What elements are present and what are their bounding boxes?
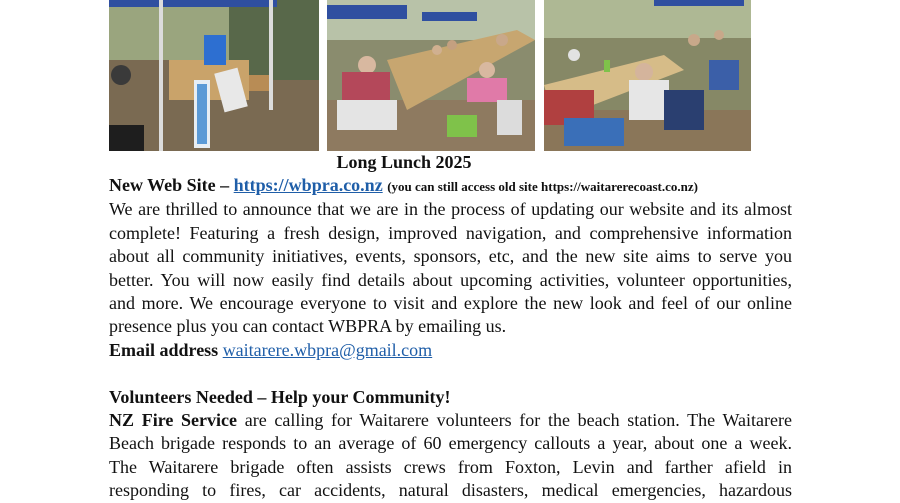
photo-caption: Long Lunch 2025 xyxy=(336,152,472,172)
photo-seated-diners xyxy=(544,0,751,151)
website-link[interactable]: https://wbpra.co.nz xyxy=(233,175,383,195)
website-text-line: complete! Featuring a fresh design, improved navigation, and comprehensive information xyxy=(109,222,792,243)
website-text-line: and more. We encourage everyone to visit and explore the new look and feel of our online xyxy=(109,293,792,314)
fire-service-lead: NZ Fire Service xyxy=(109,410,238,431)
email-link[interactable]: waitarere.wbpra@gmail.com xyxy=(222,339,433,360)
photo-long-lunch-tables xyxy=(327,0,535,151)
website-text-line: We are thrilled to announce that we are in the process of updating our website and its almost xyxy=(109,199,792,220)
email-label: Email address xyxy=(109,339,219,360)
newsletter-body xyxy=(109,174,792,503)
website-heading: New Web Site – xyxy=(109,175,230,195)
volunteers-text-line: responding to fires, car accidents, natural disasters, medical emergencies, hazardous xyxy=(109,480,792,501)
volunteers-text-line: Beach brigade responds to an average of 60 emergency callouts a year, about one a week. xyxy=(109,433,792,454)
website-text-line: better. You will now easily find details about upcoming activities, volunteer opportunities, xyxy=(109,269,792,290)
photo-gazebo-stall xyxy=(109,0,319,151)
volunteers-text-line: The Waitarere brigade often assists crews from Foxton, Levin and farther afield in xyxy=(109,456,792,477)
section-spacer xyxy=(109,362,792,385)
volunteers-text-line xyxy=(109,409,792,432)
photo-strip xyxy=(109,0,751,151)
website-heading-line xyxy=(109,174,792,198)
volunteers-heading: Volunteers Needed – Help your Community! xyxy=(109,386,451,407)
website-text-line: presence plus you can contact WBPRA by emailing us. xyxy=(109,316,507,337)
volunteers-line1-rest: are calling for Waitarere volunteers for the beach station. The Waitarere xyxy=(244,410,793,431)
old-site-note: (you can still access old site https://waitarerecoast.co.nz) xyxy=(387,179,698,194)
website-text-line: about all community initiatives, events, sponsors, etc, and the new site aims to serve you xyxy=(109,246,792,267)
email-line xyxy=(109,339,792,362)
